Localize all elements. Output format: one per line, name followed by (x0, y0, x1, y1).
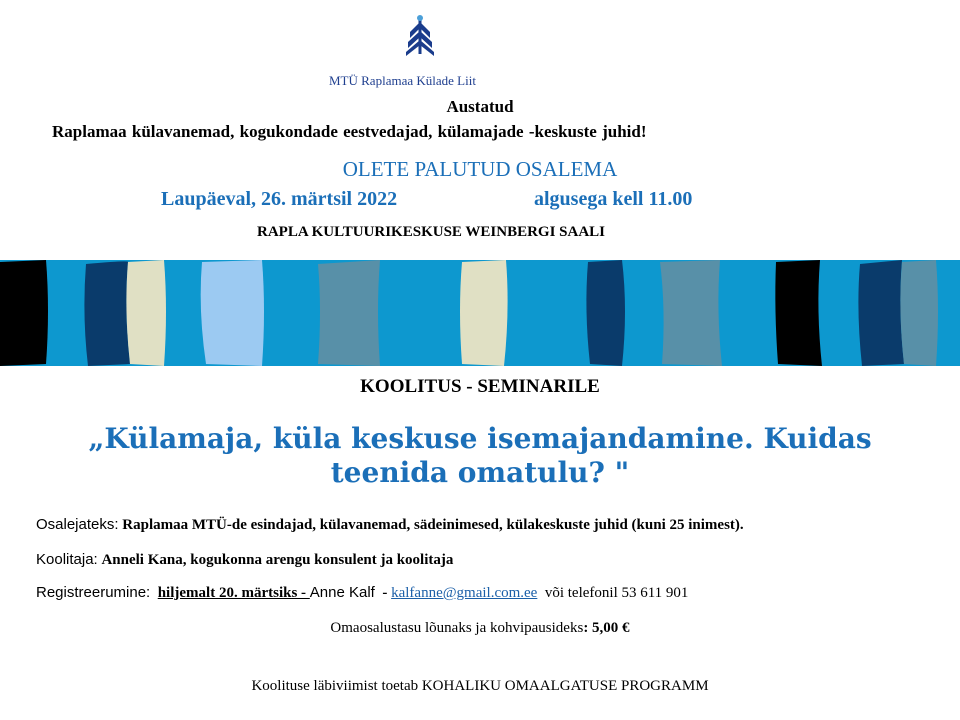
participants-value: Raplamaa MTÜ-de esindajad, külavanemad, sädeinimesed, külakeskuste juhid (kuni 25 inimest). (122, 517, 744, 533)
fee-label: Omaosalustasu lõunaks ja kohvipausideks (330, 620, 584, 636)
topic-line-1: „Külamaja, küla keskuse isemajandamine. Kuidas (88, 422, 872, 455)
registration-row (36, 584, 688, 602)
organization-name: MTÜ Raplamaa Külade Liit (329, 73, 476, 88)
trainer-value: Anneli Kana, kogukonna arengu konsulent ja koolitaja (101, 552, 454, 568)
event-start-time: algusega kell 11.00 (534, 188, 693, 210)
participants-row (36, 516, 744, 534)
decorative-stripe-band (0, 260, 960, 366)
registration-contact: Anne Kalf (309, 584, 375, 601)
event-venue: RAPLA KULTUURIKESKUSE WEINBERGI SAALI (257, 224, 606, 240)
topic-line-2: teenida omatulu? " (330, 456, 630, 489)
trainer-label: Koolitaja: (36, 551, 98, 568)
registration-deadline: hiljemalt 20. märtsiks - (157, 585, 310, 601)
registration-label: Registreerumine: (36, 584, 151, 601)
invitation-heading: OLETE PALUTUD OSALEMA (342, 157, 618, 181)
recipients-line: Raplamaa külavanemad, kogukondade eestvedajad, külamajade -keskuste juhid! (52, 122, 647, 141)
registration-email-link[interactable]: kalfanne@gmail.com.ee (391, 585, 538, 601)
organization-logo (404, 14, 436, 56)
registration-phone: või telefonil 53 611 901 (544, 585, 689, 601)
event-date: Laupäeval, 26. märtsil 2022 (161, 188, 398, 210)
seminar-topic (0, 422, 960, 490)
fee-row (0, 620, 960, 637)
event-type: KOOLITUS - SEMINARILE (360, 376, 600, 397)
fee-value: : 5,00 € (583, 620, 630, 636)
footer-support-note: Koolituse läbiviimist toetab KOHALIKU OMAALGATUSE PROGRAMM (251, 678, 709, 694)
participants-label: Osalejateks: (36, 516, 119, 533)
greeting: Austatud (446, 97, 514, 116)
registration-dash: - (382, 585, 388, 601)
trainer-row (36, 551, 453, 569)
